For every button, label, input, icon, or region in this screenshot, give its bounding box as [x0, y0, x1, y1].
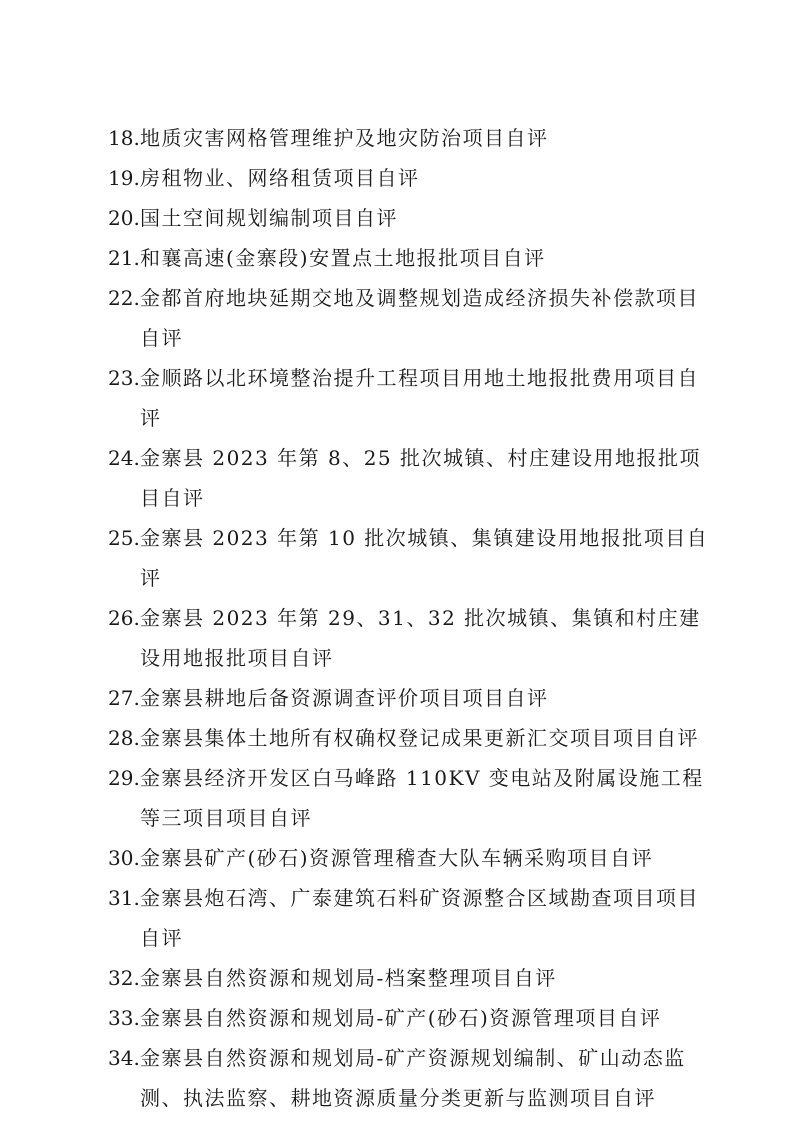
list-item: [108, 118, 718, 158]
item-text: 金寨县自然资源和规划局-矿产(砂石)资源管理项目自评: [140, 1006, 662, 1030]
item-number: 33.: [108, 1006, 140, 1030]
item-number: 22.: [108, 286, 140, 310]
item-text: 金寨县矿产(砂石)资源管理稽查大队车辆采购项目自评: [140, 846, 654, 870]
item-number: 26.: [108, 606, 140, 630]
item-number: 30.: [108, 846, 140, 870]
list-item: [108, 758, 718, 838]
list-item: [108, 158, 718, 198]
item-text: 金都首府地块延期交地及调整规划造成经济损失补偿款项目自评: [140, 286, 699, 350]
item-text: 金寨县耕地后备资源调查评价项目项目自评: [140, 686, 549, 710]
item-number: 21.: [108, 246, 140, 270]
list-item: [108, 278, 718, 358]
item-text: 金顺路以北环境整治提升工程项目用地土地报批费用项目自评: [140, 366, 699, 430]
item-text: 金寨县自然资源和规划局-矿产资源规划编制、矿山动态监测、执法监察、耕地资源质量分类更新与监测项目自评: [140, 1046, 686, 1110]
list-item: [108, 838, 718, 878]
list-item: [108, 678, 718, 718]
item-text: 金寨县经济开发区白马峰路 110KV 变电站及附属设施工程等三项目项目自评: [140, 766, 704, 830]
list-item: [108, 598, 718, 678]
item-text: 房租物业、网络租赁项目自评: [140, 166, 420, 190]
item-text: 金寨县 2023 年第 10 批次城镇、集镇建设用地报批项目自评: [140, 526, 709, 590]
list-item: [108, 1038, 718, 1118]
item-text: 地质灾害网格管理维护及地灾防治项目自评: [140, 126, 549, 150]
item-text: 和襄高速(金寨段)安置点土地报批项目自评: [140, 246, 546, 270]
list-item: [108, 518, 718, 598]
list-item: [108, 238, 718, 278]
list-item: [108, 358, 718, 438]
list-item: [108, 998, 718, 1038]
item-number: 31.: [108, 886, 140, 910]
item-number: 19.: [108, 166, 140, 190]
item-number: 25.: [108, 526, 140, 550]
item-text: 金寨县炮石湾、广泰建筑石料矿资源整合区域勘查项目项目自评: [140, 886, 699, 950]
item-number: 20.: [108, 206, 140, 230]
item-text: 国土空间规划编制项目自评: [140, 206, 398, 230]
item-number: 24.: [108, 446, 140, 470]
project-list: [108, 118, 718, 1118]
item-text: 金寨县自然资源和规划局-档案整理项目自评: [140, 966, 557, 990]
item-number: 32.: [108, 966, 140, 990]
item-number: 29.: [108, 766, 140, 790]
item-number: 27.: [108, 686, 140, 710]
list-item: [108, 438, 718, 518]
item-text: 金寨县 2023 年第 8、25 批次城镇、村庄建设用地报批项目自评: [140, 446, 702, 510]
item-number: 28.: [108, 726, 140, 750]
list-item: [108, 878, 718, 958]
item-number: 18.: [108, 126, 140, 150]
item-text: 金寨县 2023 年第 29、31、32 批次城镇、集镇和村庄建设用地报批项目自评: [140, 606, 701, 670]
item-number: 23.: [108, 366, 140, 390]
list-item: [108, 958, 718, 998]
list-item: [108, 718, 718, 758]
item-text: 金寨县集体土地所有权确权登记成果更新汇交项目项目自评: [140, 726, 699, 750]
list-item: [108, 198, 718, 238]
item-number: 34.: [108, 1046, 140, 1070]
